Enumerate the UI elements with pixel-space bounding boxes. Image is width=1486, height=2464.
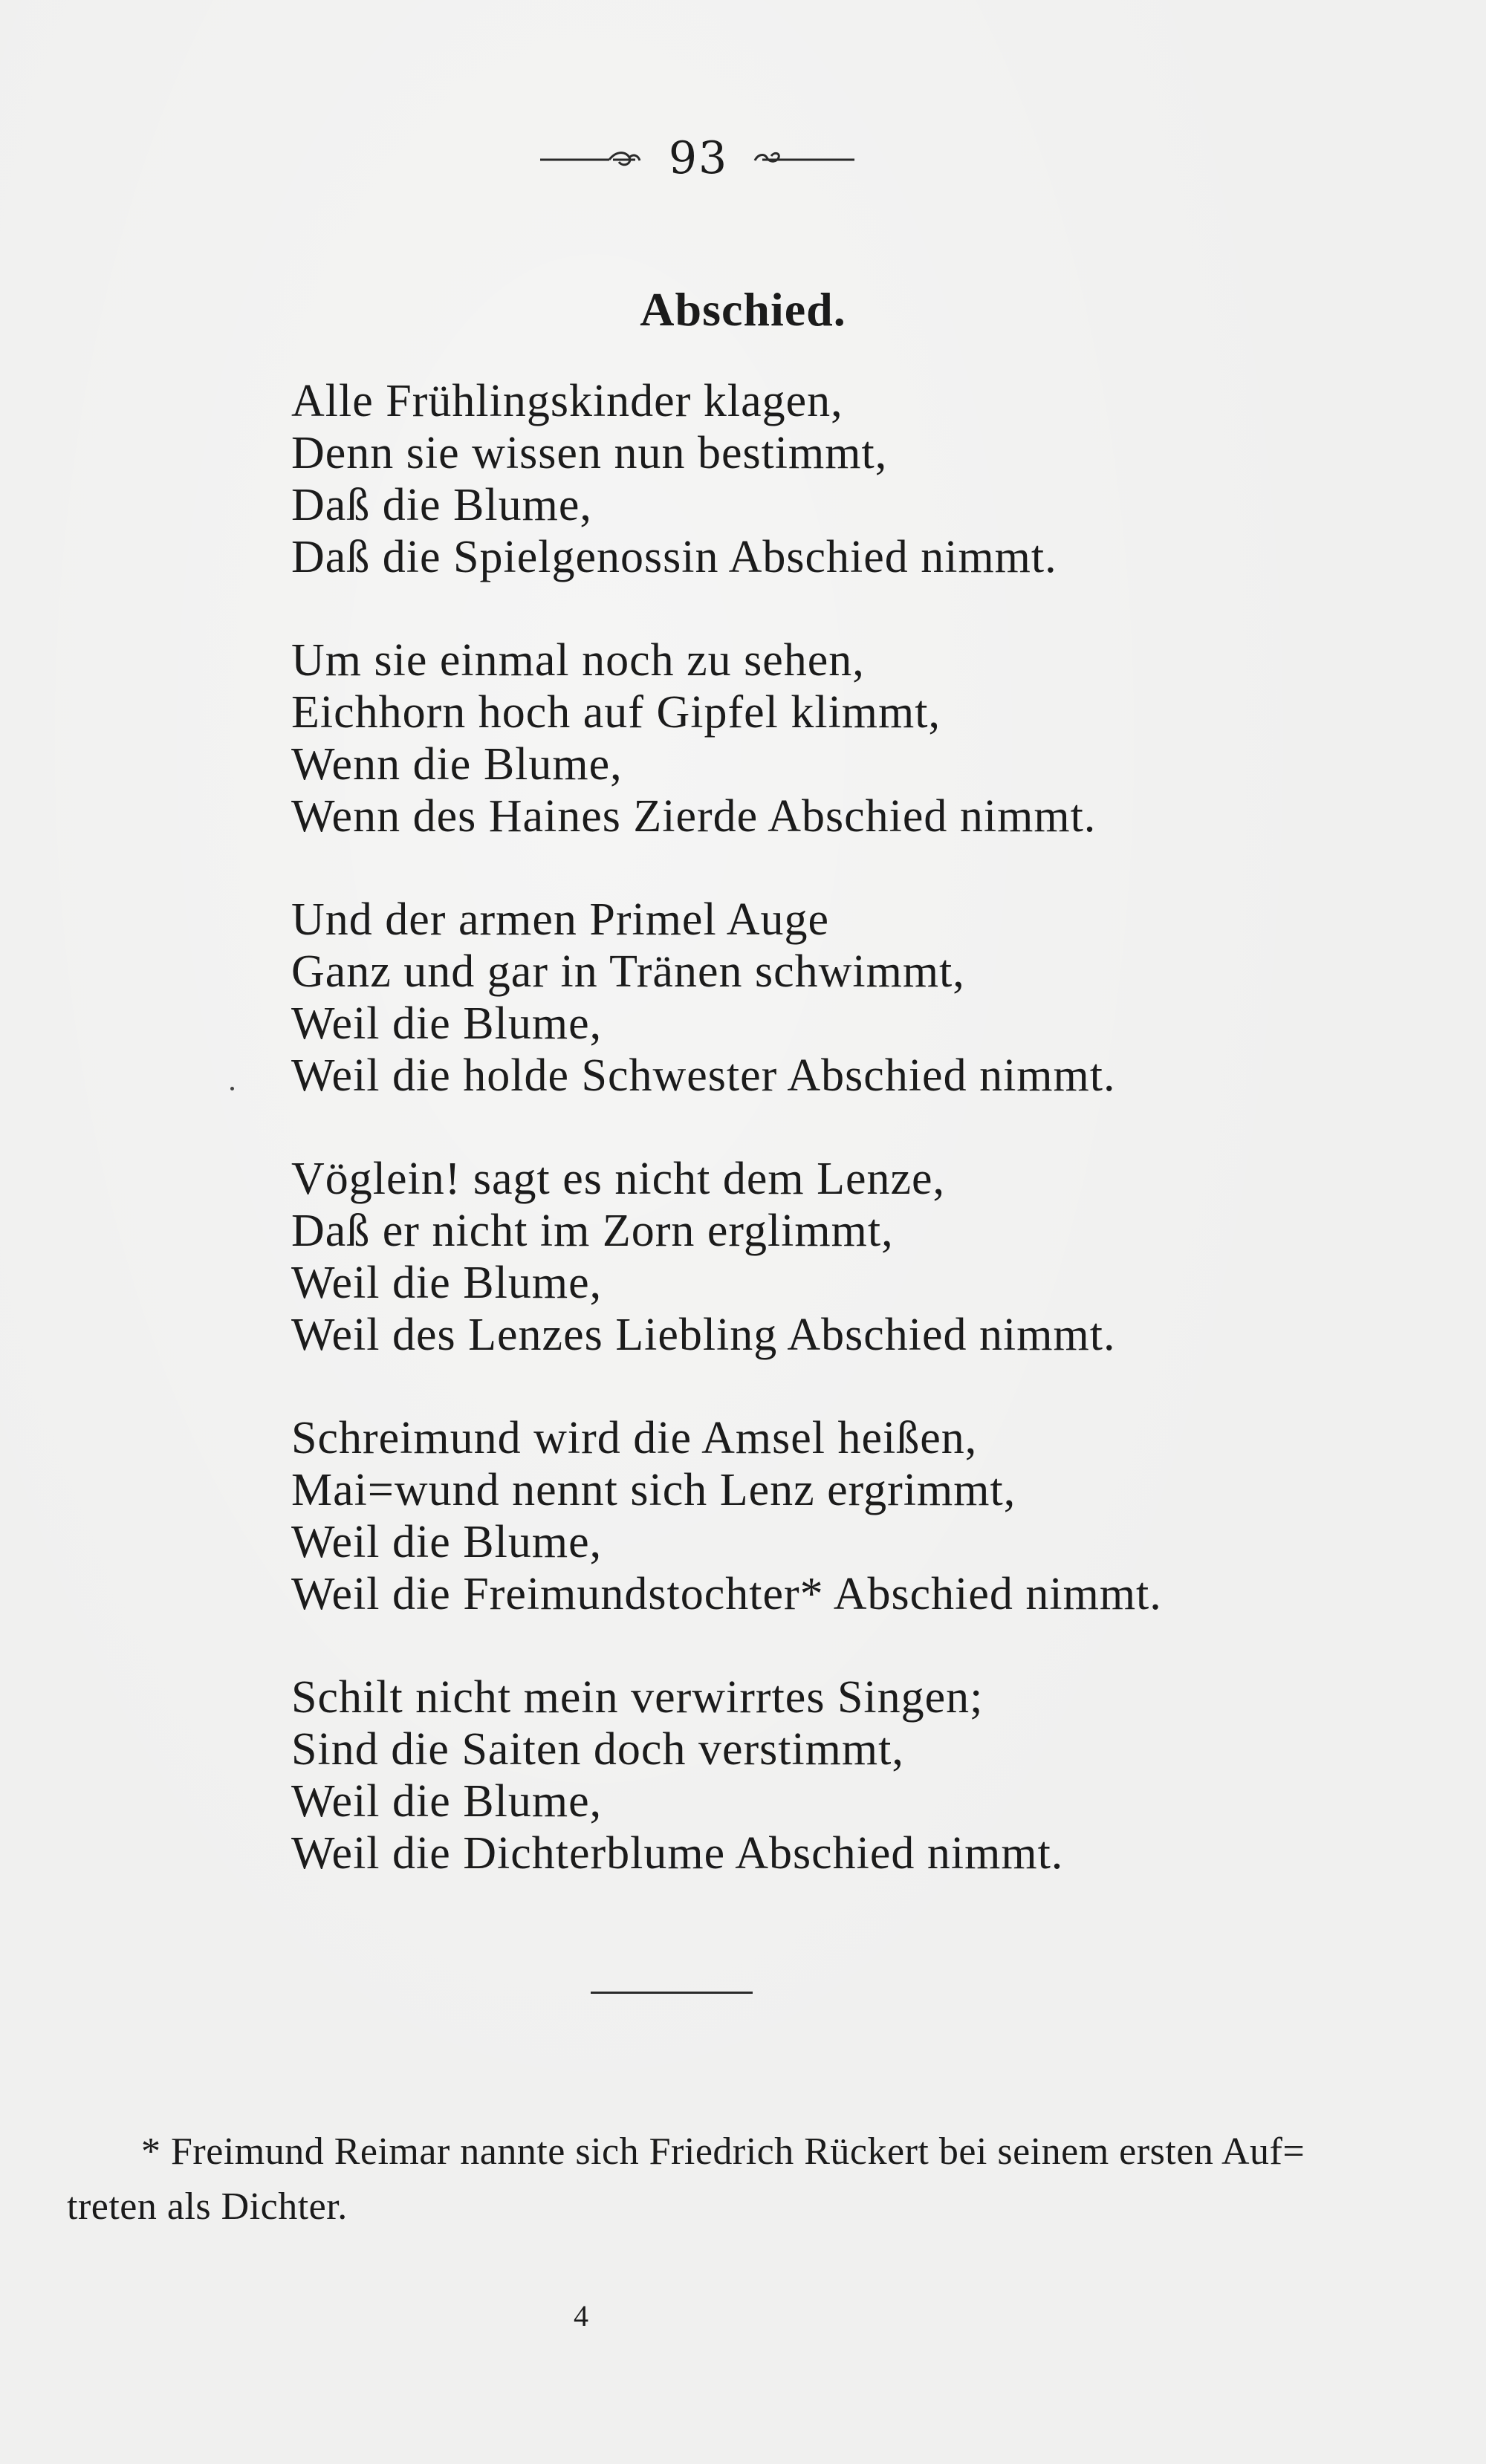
poem-line: Weil die Freimundstochter* Abschied nimmt. [291, 1569, 1162, 1619]
poem-line: Daß er nicht im Zorn erglimmt, [291, 1206, 894, 1256]
stanza [291, 634, 1331, 842]
left-ornament-icon [539, 126, 643, 186]
footnote-line: treten als Dichter. [67, 2185, 348, 2228]
page-number: 93 [668, 132, 729, 184]
poem-line: Sind die Saiten doch verstimmt, [291, 1724, 904, 1775]
stanza [291, 1412, 1331, 1620]
poem-line: Weil die Blume, [291, 998, 603, 1049]
section-divider [591, 1992, 753, 1994]
poem-line: Vöglein! sagt es nicht dem Lenze, [291, 1154, 946, 1204]
footnote-line: * Freimund Reimar nannte sich Friedrich Rückert bei seinem ersten Auf= [141, 2130, 1305, 2173]
poem-line: Ganz und gar in Tränen schwimmt, [291, 946, 965, 997]
poem-line: Weil die Blume, [291, 1776, 603, 1827]
poem-line: Wenn des Haines Zierde Abschied nimmt. [291, 791, 1097, 842]
poem-line: Daß die Spielgenossin Abschied nimmt. [291, 532, 1057, 582]
page-header [0, 126, 1486, 186]
poem-line: Weil die holde Schwester Abschied nimmt. [291, 1050, 1116, 1101]
poem-line: Schreimund wird die Amsel heißen, [291, 1413, 978, 1463]
stanza [291, 1153, 1331, 1361]
stanza [291, 1671, 1331, 1879]
poem-line: Wenn die Blume, [291, 739, 623, 790]
footnote [67, 2125, 1305, 2234]
poem-line: Alle Frühlingskinder klagen, [291, 376, 843, 426]
poem-line: Schilt nicht mein verwirrtes Singen; [291, 1672, 984, 1723]
poem-line: Weil des Lenzes Liebling Abschied nimmt. [291, 1310, 1116, 1360]
printer-signature-mark: 4 [574, 2299, 588, 2333]
poem-line: Weil die Blume, [291, 1258, 603, 1308]
poem-line: Weil die Blume, [291, 1517, 603, 1567]
poem-title: Abschied. [640, 283, 846, 336]
poem-line: Um sie einmal noch zu sehen, [291, 635, 865, 686]
poem-line: Daß die Blume, [291, 480, 592, 530]
right-ornament-icon [752, 126, 856, 186]
stanza [291, 375, 1331, 583]
poem-line: Und der armen Primel Auge [291, 894, 830, 945]
stanza [291, 894, 1331, 1102]
poem-line: Weil die Dichterblume Abschied nimmt. [291, 1828, 1064, 1879]
poem-body [291, 375, 1331, 1931]
poem-line: Denn sie wissen nun bestimmt, [291, 428, 888, 478]
poem-line: Mai=wund nennt sich Lenz ergrimmt, [291, 1465, 1016, 1515]
poem-line: Eichhorn hoch auf Gipfel klimmt, [291, 687, 941, 738]
print-speck [230, 1087, 234, 1090]
